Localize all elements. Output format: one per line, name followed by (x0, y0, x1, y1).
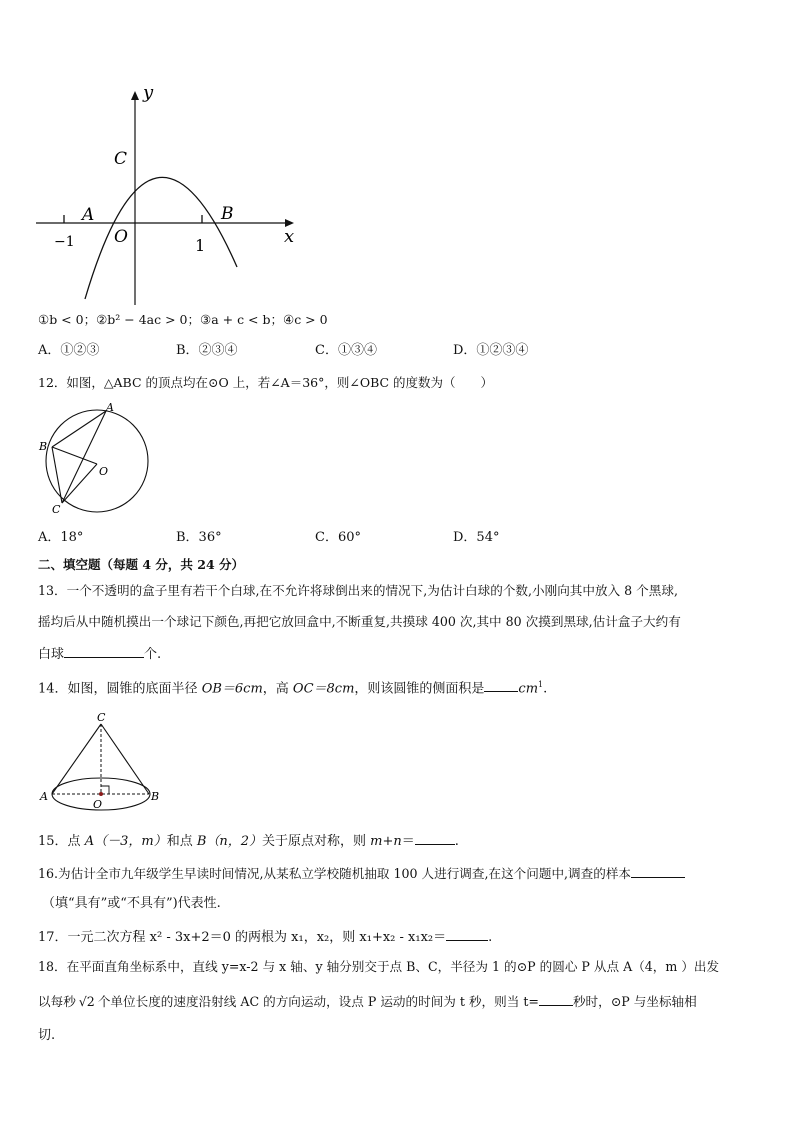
q11-statements: ①b < 0；②b² − 4ac > 0；③a + c < b；④c > 0 (38, 312, 328, 327)
q18-sqrt: √2 (78, 994, 95, 1009)
q13-line3 (38, 644, 161, 664)
q14-ob: OB＝6cm (201, 681, 263, 697)
q15-end: . (454, 834, 459, 849)
label-c: C (114, 149, 128, 169)
parabola-figure (30, 80, 310, 310)
q14-mid: ，高 (262, 681, 293, 697)
q15-eq: ＝ (401, 834, 415, 849)
q17-pre: 17．一元二次方程 x² - 3x+2＝0 的两根为 x₁，x₂，则 x₁+x₂ - x₁x₂＝ (38, 930, 447, 945)
label-b-cone: B (151, 790, 160, 803)
q16-line1 (38, 864, 685, 883)
q16-answer-blank[interactable] (631, 864, 685, 878)
q14-question (38, 676, 547, 698)
label-o-cone: O (93, 798, 103, 811)
q12-option-d: D．54° (453, 530, 500, 545)
circle-triangle-figure (36, 400, 156, 518)
segment-co (62, 464, 97, 503)
q15-expr: m+n (370, 834, 402, 849)
label-a-cone: A (40, 790, 48, 803)
section-2-title: 二、填空题（每题 4 分，共 24 分） (38, 557, 245, 572)
q11-option-d: D．①②③④ (453, 343, 529, 358)
label-neg1: −1 (54, 234, 75, 250)
q15-pre: 15．点 (38, 834, 85, 849)
segment-bo (52, 447, 97, 464)
q18-line2 (38, 992, 697, 1011)
q17-answer-blank[interactable] (446, 927, 488, 941)
q15-question (38, 831, 459, 851)
label-a-fig12: A (106, 401, 114, 414)
q17-end: . (488, 930, 493, 945)
q14-unit-sup: 1 (538, 680, 544, 689)
label-o-fig12: O (99, 465, 109, 478)
q15-post: 关于原点对称，则 (262, 834, 371, 849)
q18-line2-mid: 个单位长度的速度沿射线 AC 的方向运动，设点 P 运动的时间为 t 秒，则当 t= (97, 994, 539, 1009)
label-b-fig12: B (39, 440, 48, 453)
label-x: x (284, 226, 295, 247)
label-a: A (82, 205, 95, 225)
q15-answer-blank[interactable] (415, 831, 455, 845)
y-axis-arrow (131, 91, 139, 100)
q14-post: ，则该圆锥的侧面积是 (354, 681, 485, 697)
label-o: O (114, 227, 128, 247)
q11-option-c: C．①③④ (315, 343, 377, 358)
q12-option-a: A．18° (38, 530, 84, 545)
cone-slant-left (52, 724, 101, 794)
parabola-curve (85, 177, 237, 299)
q13-line2: 摇均后从中随机摸出一个球记下颜色,再把它放回盒中,不断重复,共摸球 400 次,其中 80 次摸到黑球,估计盒子大约有 (38, 614, 681, 629)
segment-ac (62, 411, 109, 503)
cone-figure (38, 708, 168, 812)
q14-pre: 14．如图，圆锥的底面半径 (38, 681, 202, 697)
q14-unit: cm (518, 681, 539, 697)
center-point-o (99, 792, 103, 796)
label-b: B (221, 204, 234, 224)
label-c-cone: C (97, 711, 106, 724)
label-y: y (143, 82, 154, 103)
q18-line2-pre: 以每秒 (38, 994, 76, 1009)
q18-line3: 切. (38, 1028, 56, 1043)
q18-answer-blank[interactable] (539, 992, 573, 1006)
q16-line1-text: 16.为估计全市九年级学生早读时间情况,从某私立学校随机抽取 100 人进行调查,在这个问题中,调查的样本 (38, 866, 632, 881)
q18-line2-post: 秒时，⊙P 与坐标轴相 (572, 994, 697, 1009)
q15-point-a: A（－3，m） (84, 834, 167, 849)
q13-line3-post: 个. (144, 647, 162, 662)
label-c-fig12: C (52, 503, 61, 516)
q16-line2: （填“具有”或“不具有”)代表性. (42, 896, 221, 911)
q17-question (38, 927, 492, 947)
q15-mid: 和点 (166, 834, 197, 849)
q14-answer-blank[interactable] (484, 678, 518, 692)
cone-slant-right (101, 724, 149, 794)
q14-oc: OC＝8cm (292, 681, 355, 697)
q15-point-b: B（n，2） (196, 834, 263, 849)
q12-option-c: C．60° (315, 530, 361, 545)
q13-line1: 13．一个不透明的盒子里有若干个白球,在不允许将球倒出来的情况下,为估计白球的个数,小刚向其中放入 8 个黑球, (38, 583, 678, 598)
q12-question: 12．如图，△ABC 的顶点均在⊙O 上，若∠A＝36°，则∠OBC 的度数为（ ） (38, 375, 494, 390)
q11-option-b: B．②③④ (176, 343, 238, 358)
q11-option-a: A．①②③ (38, 343, 100, 358)
q13-answer-blank[interactable] (64, 644, 144, 658)
q14-end: . (543, 681, 548, 697)
segment-bc (52, 447, 62, 503)
q12-option-b: B．36° (176, 530, 222, 545)
q13-line3-pre: 白球 (38, 647, 65, 662)
q18-line1: 18．在平面直角坐标系中，直线 y=x-2 与 x 轴、y 轴分别交于点 B、C，半径为 1 的⊙P 的圆心 P 从点 A（4，m ）出发 (38, 959, 720, 974)
label-one: 1 (195, 236, 206, 255)
